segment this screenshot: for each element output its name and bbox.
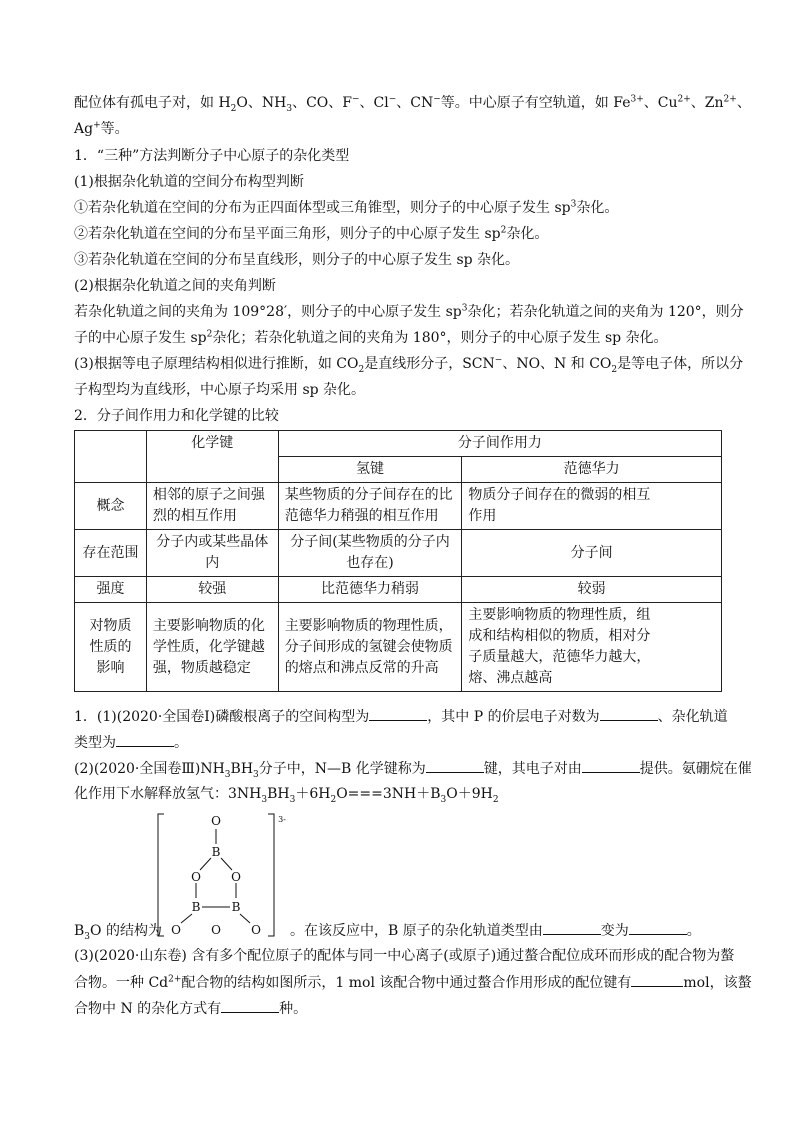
left-bracket — [158, 814, 164, 936]
ion-charge-label: 3- — [278, 815, 286, 824]
cell-chemical-bond: 相邻的原子之间强烈的相互作用 — [146, 483, 278, 530]
answer-blank[interactable] — [116, 732, 174, 747]
answer-blank[interactable] — [629, 920, 687, 935]
cell-van-der-waals: 主要影响物质的物理性质，组成和结构相似的物质，相对分子质量越大，范德华力越大，熔、沸点越高 — [462, 603, 722, 692]
method1-title: (1)根据杂化轨道的空间分布构型判断 — [74, 174, 304, 190]
row-label: 概念 — [75, 483, 147, 530]
section2-heading: 2．分子间作用力和化学键的比较 — [74, 408, 279, 424]
oxygen-atom-label: O — [231, 870, 241, 884]
header-hydrogen-bond: 氢键 — [278, 457, 462, 483]
question-2-line-3: $B_3O$ 的结构为 。在该反应中，B 原子的杂化轨道类型由 变为 。 — [74, 920, 701, 941]
bond-line — [200, 858, 211, 870]
boron-atom-label: B — [191, 900, 201, 914]
question-2-line-1: (2)(2020·全国卷$Ⅲ)NH_3BH_3$分子中，N—B 化学键称为 键，其电子对由 提供。氨硼烷在催 — [74, 758, 752, 779]
question-3-line-2: 合物。一种 $Cd^{2+}$配合物的结构如图所示，1 mol 该配合物中通过螯合作用形成的配位键有 mol，该螯 — [74, 972, 752, 993]
answer-blank[interactable] — [600, 706, 658, 721]
answer-blank[interactable] — [582, 758, 640, 773]
oxygen-atom-label: O — [191, 870, 201, 884]
question-1-line-1: 1．(1)(2020·全国卷Ⅰ)磷酸根离子的空间构型为 ，其中 P 的价层电子对数为 、杂化轨道 — [74, 706, 728, 727]
method3-line-1: (3)根据等电子原理结构相似进行推断，如 $CO_2$是直线形分子，SCN−、NO、N 和 $CO_2$是等电子体，所以分 — [74, 355, 744, 375]
boron-atom-label: B — [211, 845, 221, 859]
answer-blank[interactable] — [543, 920, 601, 935]
comparison-table — [74, 430, 722, 692]
row-label: 对物质性质的影响 — [75, 603, 147, 692]
row-label: 存在范围 — [75, 530, 147, 577]
cell-chemical-bond: 分子内或某些晶体内 — [146, 530, 278, 577]
method3-line-2: 子构型均为直线形，中心原子均采用 sp 杂化。 — [74, 382, 366, 398]
cell-van-der-waals: 分子间 — [462, 530, 722, 577]
answer-blank[interactable] — [369, 706, 427, 721]
answer-blank[interactable] — [221, 998, 279, 1013]
table-row — [75, 577, 722, 603]
intro-line-1: 配位体有孤电子对，如 $H_2O$、$NH_3$、CO、F−、Cl−、CN−等。中心原子有空轨道，如 $Fe^{3+}$、$Cu^{2+}$、$Zn^{2+}$、 — [74, 94, 751, 114]
oxygen-atom-label: O — [211, 814, 221, 828]
section1-heading: 1．“三种”方法判断分子中心原子的杂化类型 — [74, 148, 350, 164]
method2-title: (2)根据杂化轨道之间的夹角判断 — [74, 278, 276, 294]
oxygen-atom-label: O — [211, 923, 221, 937]
header-chemical-bond: 化学键 — [146, 431, 278, 483]
table-row — [75, 603, 722, 692]
oxygen-atom-label: O — [251, 923, 261, 937]
oxygen-atom-label: O — [171, 923, 181, 937]
question-3-line-1: (3)(2020·山东卷) 含有多个配位原子的配体与同一中心离子(或原子)通过螯合配位成环而形成的配合物为螯 — [74, 948, 735, 964]
method1-item-c: ③若杂化轨道在空间的分布呈直线形，则分子的中心原子发生 sp 杂化。 — [74, 252, 520, 268]
cell-van-der-waals: 物质分子间存在的微弱的相互作用 — [462, 483, 722, 530]
question-3-line-3: 合物中 N 的杂化方式有 种。 — [74, 998, 307, 1019]
method2-line-1: 若杂化轨道之间的夹角为 109°28′，则分子的中心原子发生 $sp^3$杂化；若杂化轨道之间的夹角为 120°，则分 — [74, 303, 744, 320]
boron-atom-label: B — [231, 900, 241, 914]
row-label: 强度 — [75, 577, 147, 603]
cell-hydrogen-bond: 比范德华力稍弱 — [278, 577, 462, 603]
table-row — [75, 483, 722, 530]
cell-chemical-bond: 较强 — [146, 577, 278, 603]
table-row — [75, 530, 722, 577]
method1-item-b: ②若杂化轨道在空间的分布呈平面三角形，则分子的中心原子发生 $sp^2$杂化。 — [74, 225, 549, 242]
bond-line — [221, 858, 232, 870]
table-corner-cell — [75, 431, 147, 483]
cell-van-der-waals: 较弱 — [462, 577, 722, 603]
intro-line-2: Ag+等。 — [74, 120, 129, 137]
table-header-row — [75, 431, 722, 457]
answer-blank[interactable] — [631, 972, 683, 987]
method1-item-a: ①若杂化轨道在空间的分布为正四面体型或三角锥型，则分子的中心原子发生 $sp^3$杂化。 — [74, 199, 619, 216]
header-intermolecular-force: 分子间作用力 — [278, 431, 721, 457]
cell-hydrogen-bond: 分子间(某些物质的分子内也存在) — [278, 530, 462, 577]
answer-blank[interactable] — [426, 758, 484, 773]
method2-line-2: 子的中心原子发生 $sp^2$杂化；若杂化轨道之间的夹角为 180°，则分子的中心原子发生 sp 杂化。 — [74, 329, 668, 346]
cell-hydrogen-bond: 某些物质的分子间存在的比范德华力稍强的相互作用 — [278, 483, 462, 530]
cell-hydrogen-bond: 主要影响物质的物理性质，分子间形成的氢键会使物质的熔点和沸点反常的升高 — [278, 603, 462, 692]
question-1-line-2: 类型为 。 — [74, 732, 188, 753]
cell-chemical-bond: 主要影响物质的化学性质，化学键越强，物质越稳定 — [146, 603, 278, 692]
question-2-line-2: 化作用下水解释放氢气：$3NH_3BH_3+6H_2O===3NH+B_3O+9H_2$ — [74, 786, 499, 805]
right-bracket — [268, 814, 274, 936]
header-van-der-waals: 范德华力 — [462, 457, 722, 483]
